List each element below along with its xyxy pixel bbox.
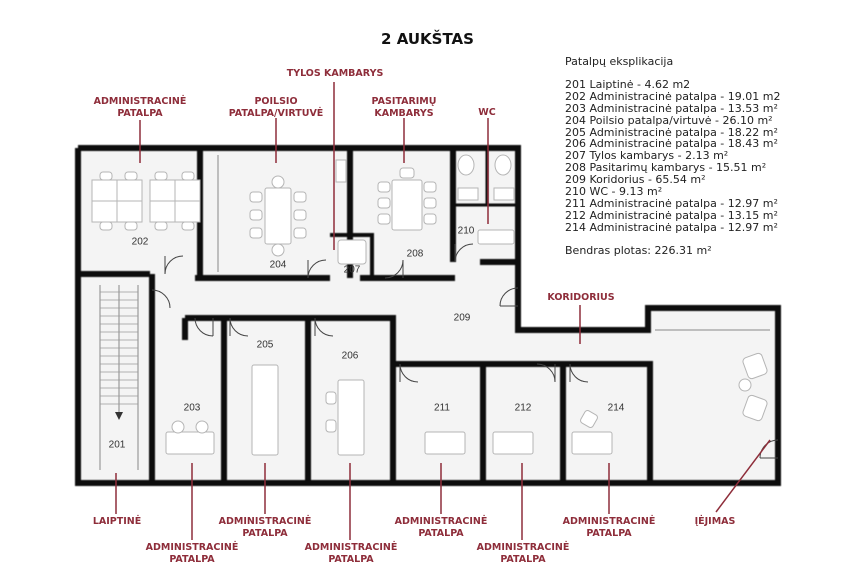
legend-item: 203 Administracinė patalpa - 13.53 m² bbox=[565, 101, 778, 115]
room-number-210: 210 bbox=[457, 225, 475, 237]
legend-item: 206 Administracinė patalpa - 18.43 m² bbox=[565, 137, 778, 151]
room-number-214: 214 bbox=[607, 402, 625, 414]
legend-item: 208 Pasitarimų kambarys - 15.51 m² bbox=[565, 161, 767, 175]
label-208: PASITARIMŲ KAMBARYS bbox=[371, 96, 437, 119]
label-209: KORIDORIUS bbox=[547, 292, 615, 303]
legend-item: 207 Tylos kambarys - 2.13 m² bbox=[565, 149, 729, 163]
label-207: TYLOS KAMBARYS bbox=[286, 68, 384, 79]
label-entrance: ĮĖJIMAS bbox=[694, 516, 736, 527]
label-212: ADMINISTRACINĖ PATALPA bbox=[476, 542, 570, 565]
legend-item: 204 Poilsio patalpa/virtuvė - 26.10 m² bbox=[565, 113, 773, 127]
legend-item: 212 Administracinė patalpa - 13.15 m² bbox=[565, 208, 778, 222]
legend-item: 210 WC - 9.13 m² bbox=[565, 185, 663, 199]
room-number-203: 203 bbox=[183, 402, 201, 414]
room-number-207: 207 bbox=[343, 264, 361, 276]
label-202: ADMINISTRACINĖ PATALPA bbox=[93, 96, 187, 119]
room-number-211: 211 bbox=[434, 402, 450, 414]
label-201: LAIPTINĖ bbox=[92, 516, 142, 527]
legend-item: 209 Koridorius - 65.54 m² bbox=[565, 173, 706, 187]
label-210: WC bbox=[478, 107, 496, 118]
floor-title: 2 AUKŠTAS bbox=[381, 30, 474, 48]
legend-title: Patalpų eksplikacija bbox=[565, 55, 674, 68]
label-206: ADMINISTRACINĖ PATALPA bbox=[304, 542, 398, 565]
legend-item: 205 Administracinė patalpa - 18.22 m² bbox=[565, 125, 778, 139]
label-203: ADMINISTRACINĖ PATALPA bbox=[145, 542, 239, 565]
label-211: ADMINISTRACINĖ PATALPA bbox=[394, 516, 488, 539]
room-number-208: 208 bbox=[406, 248, 424, 260]
room-number-204: 204 bbox=[269, 259, 287, 271]
room-number-202: 202 bbox=[131, 236, 149, 248]
legend-total: Bendras plotas: 226.31 m² bbox=[565, 243, 712, 257]
label-205: ADMINISTRACINĖ PATALPA bbox=[218, 516, 312, 539]
room-number-209: 209 bbox=[453, 312, 471, 324]
legend-item: 211 Administracinė patalpa - 12.97 m² bbox=[565, 196, 778, 210]
room-number-205: 205 bbox=[256, 339, 274, 351]
room-number-201: 201 bbox=[108, 439, 126, 451]
room-number-206: 206 bbox=[341, 350, 359, 362]
legend-item: 214 Administracinė patalpa - 12.97 m² bbox=[565, 220, 778, 234]
room-legend bbox=[565, 56, 780, 257]
label-204: POILSIO PATALPA/VIRTUVĖ bbox=[228, 96, 324, 119]
legend-item: 202 Administracinė patalpa - 19.01 m2 bbox=[565, 89, 781, 103]
legend-item: 201 Laiptinė - 4.62 m2 bbox=[565, 77, 691, 91]
label-214: ADMINISTRACINĖ PATALPA bbox=[562, 516, 656, 539]
room-number-212: 212 bbox=[514, 402, 532, 414]
